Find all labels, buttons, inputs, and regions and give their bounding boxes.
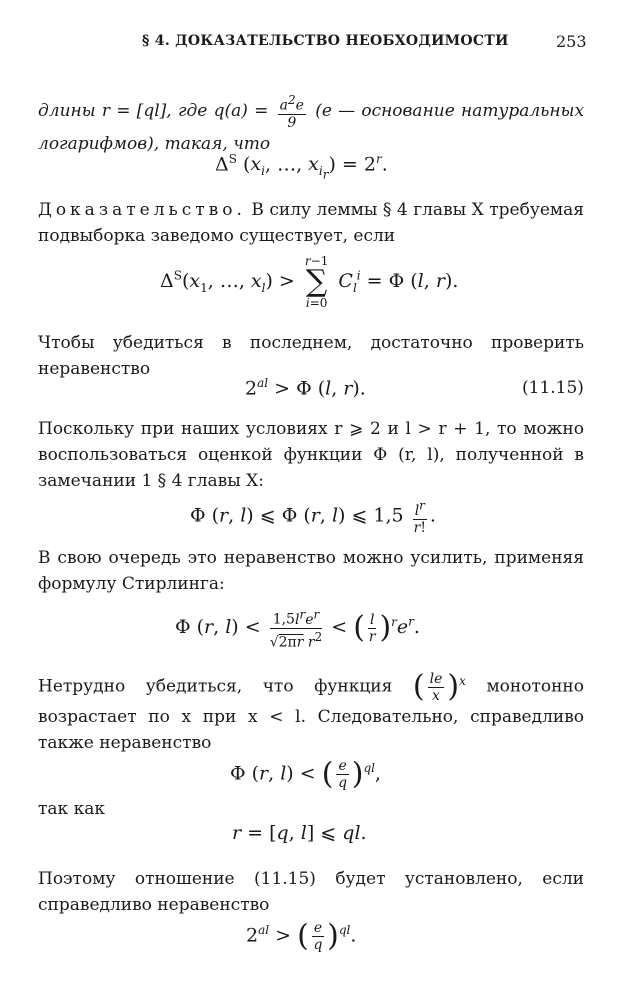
formula-stirling: Φ (r, l) < $\frac{1,5l^re^r}{√2\pi r r^2}$ < ( $\frac{l}{r}$ )$^re^r$. xyxy=(175,607,420,651)
paragraph-proof xyxy=(38,197,584,249)
text-fragment: монотонно возрастает по x при x < l. Следовательно, справедливо также неравенство xyxy=(38,676,584,753)
fraction: $\frac{a^2e}{9}$ xyxy=(279,93,304,131)
formula-11-15: $2^{al} > \Phi$ (l, r). xyxy=(245,376,366,400)
paragraph-stirling: В свою очередь это неравенство можно усилить, применяя формулу Стирлинга: xyxy=(38,548,584,594)
formula-final: $2^{al}$ > ( $\frac{e}{q}$ )$^{ql}$. xyxy=(246,918,357,954)
page-number: 253 xyxy=(556,32,587,51)
formula-r-bound: r = [q, l] ⩽ ql. xyxy=(232,822,367,844)
formula-delta-eq: $\Delta^S$ ($x_i$, …, $x_{i_r}) = 2^r$. xyxy=(215,152,388,182)
formula-sum: $\Delta^S(x_1$, …, $x_l) > r-1$ ∑ i=0 $C_l^i = \Phi$ (l, r). xyxy=(160,254,459,310)
paragraph-intro: длины r = [ql], где q(a) = $\frac{a^2e}{9}$ (e — основание натуральных логарифмов), такая, что xyxy=(38,93,585,154)
paragraph-conclusion: Поэтому отношение (11.15) будет установлено, если справедливо неравенство xyxy=(38,869,584,915)
equation-number: (11.15) xyxy=(522,378,584,398)
text-fragment: (e — основание натуральных логарифмов), такая, что xyxy=(38,100,585,154)
paragraph-since: так как xyxy=(38,799,105,819)
formula-phi-bound: Φ (r, l) ⩽ Φ (r, l) ⩽ 1,5 $\frac{l^r}{r!}$ . xyxy=(190,498,436,536)
text-fragment: длины xyxy=(38,100,96,121)
text-fragment: В силу леммы § 4 главы X требуемая подвыборка заведомо существует, если xyxy=(38,200,585,246)
proof-label: Доказательство. xyxy=(38,200,246,220)
running-header: § 4. ДОКАЗАТЕЛЬСТВО НЕОБХОДИМОСТИ xyxy=(142,33,509,49)
paragraph-monotone: Нетрудно убедиться, что функция ( $\frac{le}{x}$ )$^x$ монотонно возрастает по x при x < l. Следовательно, справедливо также неравенство xyxy=(38,669,584,753)
text-fragment: Нетрудно убедиться, что функция xyxy=(38,676,393,697)
formula-phi-eq: Φ (r, l) < ( $\frac{e}{q}$ )$^{ql}$, xyxy=(230,756,382,792)
text-fragment: где xyxy=(177,100,208,121)
paragraph-check: Чтобы убедиться в последнем, достаточно проверить неравенство xyxy=(38,333,584,379)
paragraph-conditions: Поскольку при наших условиях r ⩾ 2 и l > r + 1, то можно воспользоваться оценкой функции Φ (r, l), полученной в замечании 1 § 4 главы X: xyxy=(38,419,584,491)
